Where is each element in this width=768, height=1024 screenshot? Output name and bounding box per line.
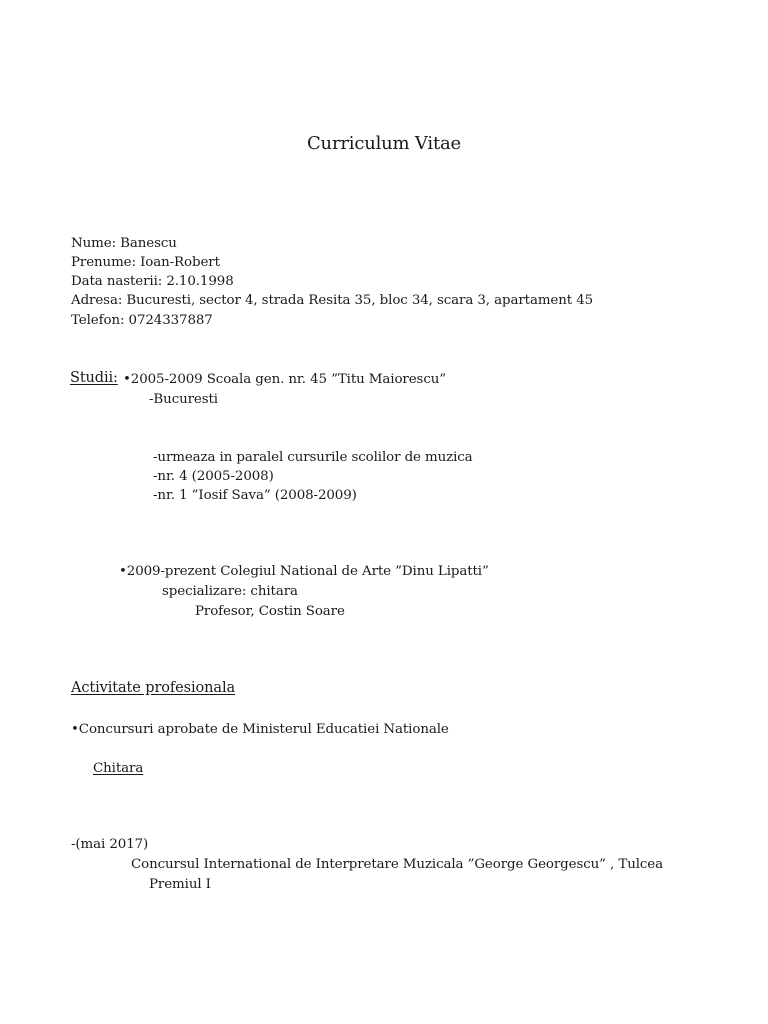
studii-extra-line: -urmeaza in paralel cursurile scolilor de muzica bbox=[153, 450, 473, 465]
studii-entry-2-specializare: specializare: chitara bbox=[162, 584, 298, 599]
studii-entry-2-profesor: Profesor, Costin Soare bbox=[195, 604, 345, 619]
studii-extra-line: -nr. 1 ”Iosif Sava” (2008-2009) bbox=[153, 488, 357, 503]
field-nume: Nume: Banescu bbox=[71, 236, 177, 251]
studii-heading: Studii: bbox=[70, 370, 118, 386]
event-date: -(mai 2017) bbox=[71, 837, 149, 852]
activitate-heading: Activitate profesionala bbox=[71, 680, 236, 696]
field-telefon: Telefon: 0724337887 bbox=[71, 313, 213, 328]
studii-extra-line: -nr. 4 (2005-2008) bbox=[153, 469, 274, 484]
studii-entry-1-city: -Bucuresti bbox=[149, 392, 218, 407]
field-adresa: Adresa: Bucuresti, sector 4, strada Resita 35, bloc 34, scara 3, apartament 45 bbox=[71, 293, 594, 308]
event-name: Concursul International de Interpretare Muzicala ”George Georgescu” , Tulcea bbox=[131, 857, 664, 872]
studii-entry-1: •2005-2009 Scoala gen. nr. 45 ”Titu Maiorescu” bbox=[123, 372, 446, 387]
field-data-nasterii: Data nasterii: 2.10.1998 bbox=[71, 274, 234, 289]
concursuri-line: •Concursuri aprobate de Ministerul Educatiei Nationale bbox=[71, 722, 449, 737]
field-prenume: Prenume: Ioan-Robert bbox=[71, 255, 220, 270]
event-prize: Premiul I bbox=[149, 877, 211, 892]
instrument-heading: Chitara bbox=[93, 761, 144, 776]
page-title: Curriculum Vitae bbox=[306, 133, 461, 154]
studii-entry-2: •2009-prezent Colegiul National de Arte ”Dinu Lipatti” bbox=[119, 564, 489, 579]
